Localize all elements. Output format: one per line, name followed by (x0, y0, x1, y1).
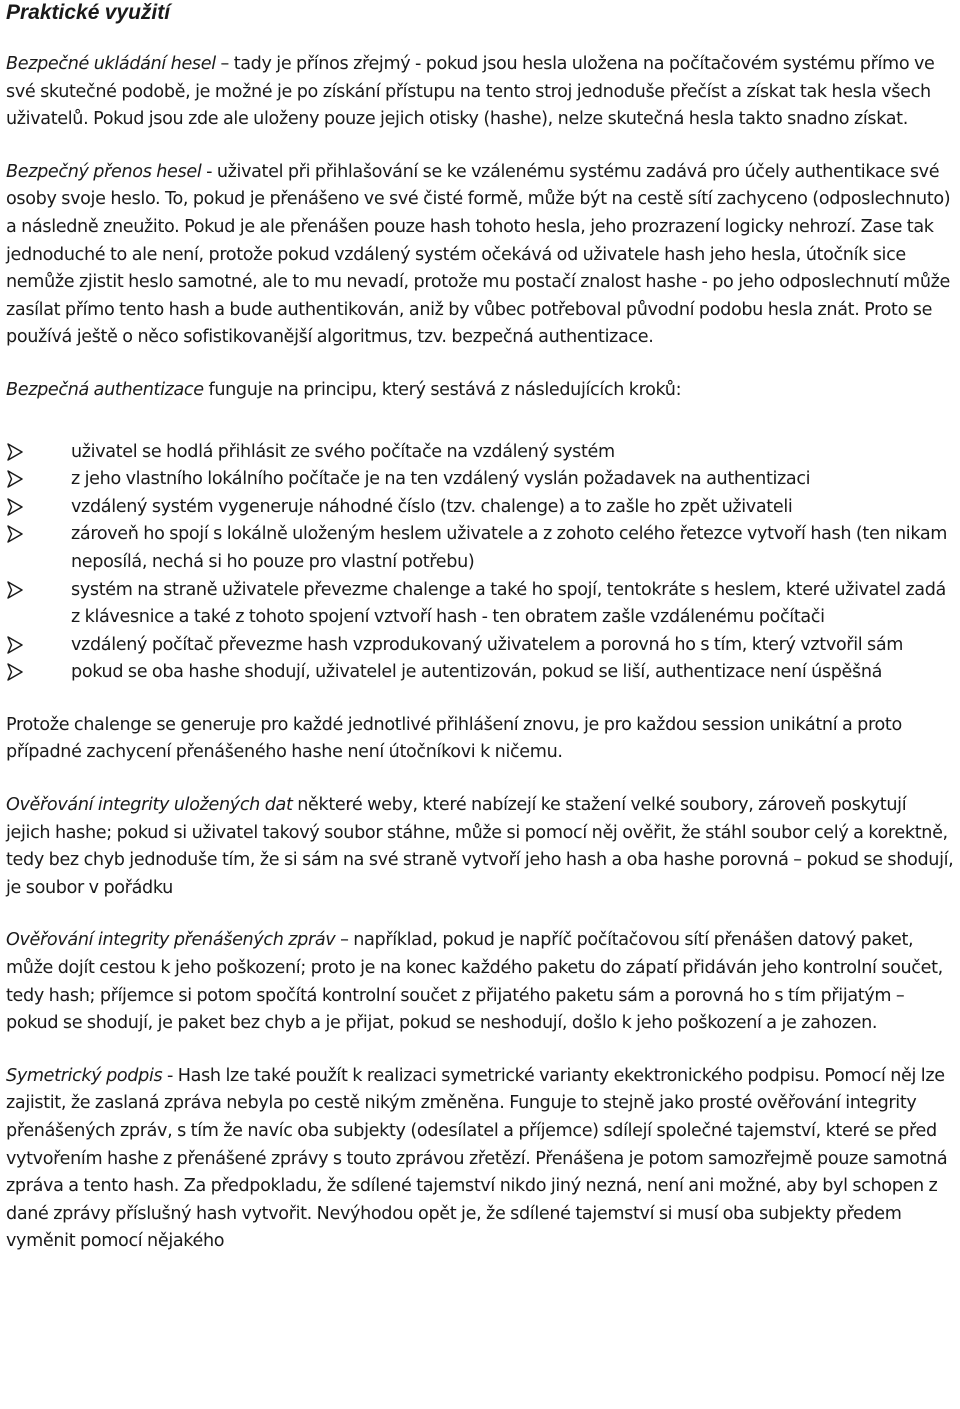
paragraph-lead: Ověřování integrity přenášených zpráv (6, 930, 336, 951)
list-item (6, 466, 954, 494)
paragraph-lead: Ověřování integrity uložených dat (6, 795, 293, 816)
paragraph-symetricky-podpis (6, 1063, 954, 1256)
arrowhead-bullet-icon (6, 498, 24, 516)
arrowhead-bullet-icon (6, 525, 24, 543)
paragraph-lead: Bezpečná authentizace (6, 379, 204, 400)
paragraph-lead: Symetrický podpis (6, 1065, 163, 1086)
paragraph-text: některé weby, které nabízejí ke stažení velké soubory, zároveň poskytují jejich hashe; pokud si uživatel takový soubor stáhne, může si pomocí něj ověřit, že stáhl soubor celý a korektně, tedy bez chyb jednoduše tím, že si sám na své straně vytvoří jeho hash a oba hashe porovná – pokud se shodují, je soubor v pořádku (6, 795, 954, 898)
list-item-text: uživatel se hodlá přihlásit ze svého počítače na vzdálený systém (71, 441, 615, 462)
arrowhead-bullet-icon (6, 470, 24, 488)
list-item-text: vzdálený počítač převezme hash vzprodukovaný uživatelem a porovná ho s tím, který vztvořil sám (71, 634, 904, 655)
page-title: Praktické využití (6, 1, 171, 24)
list-item-text: pokud se oba hashe shodují, uživatelel je autentizován, pokud se liší, authentizace není úspěšná (71, 662, 883, 683)
paragraph-bezpecna-authentizace (6, 377, 954, 405)
list-item (6, 659, 954, 687)
list-item (6, 521, 954, 576)
arrowhead-bullet-icon (6, 663, 24, 681)
paragraph-lead: Bezpečný přenos hesel (6, 161, 202, 182)
paragraph-overovani-integrity-zprav (6, 927, 954, 1037)
list-item-text: z jeho vlastního lokálního počítače je na ten vzdálený vyslán požadavek na authentizaci (71, 469, 811, 490)
paragraph-bezpecny-prenos-hesel (6, 159, 954, 352)
arrowhead-bullet-icon (6, 443, 24, 461)
list-item-text: systém na straně uživatele převezme chalenge a také ho spojí, tentokráte s heslem, které uživatel zadá z klávesnice a také z tohoto spojení vztvoří hash - ten obratem zašle vzdálenému počítači (71, 579, 946, 628)
paragraph-overovani-integrity-dat (6, 792, 954, 902)
list-item (6, 494, 954, 522)
paragraph-bezpecne-ukladani-hesel (6, 51, 954, 134)
list-item (6, 439, 954, 467)
arrowhead-bullet-icon (6, 636, 24, 654)
list-item (6, 577, 954, 632)
authentication-steps-list (6, 439, 954, 687)
paragraph-text: funguje na principu, který sestává z následujících kroků: (203, 379, 682, 400)
list-item-text: vzdálený systém vygeneruje náhodné číslo (tzv. chalenge) a to zašle ho zpět uživateli (71, 496, 793, 517)
arrowhead-bullet-icon (6, 581, 24, 599)
paragraph-lead: Bezpečné ukládání hesel (6, 54, 216, 74)
paragraph-text: – například, pokud je napříč počítačovou sítí přenášen datový paket, může dojít cestou k jeho poškození; proto je na konec každého paketu do zápatí přidáván jeho kontrolní součet, tedy hash; příjemce si potom spočítá kontrolní součet z přijatého paketu sám a porovná ho s tím přijatým – pokud se shodují, je paket bez chyb a je přijat, pokud se neshodují, došlo k jeho poškození a je zahozen. (6, 930, 943, 1034)
paragraph-chalenge: Protože chalenge se generuje pro každé jednotlivé přihlášení znovu, je pro každou session unikátní a proto případné zachycení přenášeného hashe není útočníkovi k ničemu. (6, 714, 902, 763)
paragraph-text: - Hash lze také použít k realizaci symetrické varianty ekektronického podpisu. Pomocí něj lze zajistit, že zaslaná zpráva nebyla po cestě nikým změněna. Funguje to stejně jako prosté ověřování integrity přenášených zpráv, s tím že navíc oba subjekty (odesílatel a příjemce) sdílejí společné tajemství, které se před vytvořením hashe z přenášené zprávy s touto zprávou zřetězí. Přenášena je potom samozřejmě pouze samotná zpráva a tento hash. Za předpokladu, že sdílené tajemství nikdo jiný nezná, není ani možné, aby byl schopen z dané zprávy příslušný hash vytvořit. Nevýhodou opět je, že sdílené tajemství si musí oba subjekty předem vyměnit pomocí nějakého (6, 1065, 948, 1252)
paragraph-text: – tady je přínos zřejmý - pokud jsou hesla uložena na počítačovém systému přímo ve své skutečné podobě, je možné je po získání přístupu na tento stroj jednoduše přečíst a získat tak hesla všech uživatelů. Pokud jsou zde ale uloženy pouze jejich otisky (hashe), nelze skutečná hesla takto snadno získat. (6, 54, 935, 130)
paragraph-text: - uživatel při přihlašování se ke vzálenému systému zadává pro účely authentikace své osoby svoje heslo. To, pokud je přenášeno ve své čisté formě, může být na cestě sítí zachyceno (odposlechnuto) a následně zneužito. Pokud je ale přenášen pouze hash tohoto hesla, jeho prozrazení logicky nehrozí. Zase tak jednoduché to ale není, protože pokud vzdálený systém očekává od uživatele hash jeho hesla, útočník sice nemůže zjistit heslo samotné, ale to mu nevadí, protože mu postačí znalost hashe - po jeho odposlechnutí může zasílat přímo tento hash a bude authentikován, aniž by vůbec potřeboval původní podobu hesla znát. Proto se používá ještě o něco sofistikovanější algoritmus, tzv. bezpečná authentizace. (6, 161, 951, 348)
list-item (6, 632, 954, 660)
list-item-text: zároveň ho spojí s lokálně uloženým heslem uživatele a z zohoto celého řetezce vytvoří hash (ten nikam neposílá, nechá si ho pouze pro vlastní potřebu) (71, 524, 948, 572)
